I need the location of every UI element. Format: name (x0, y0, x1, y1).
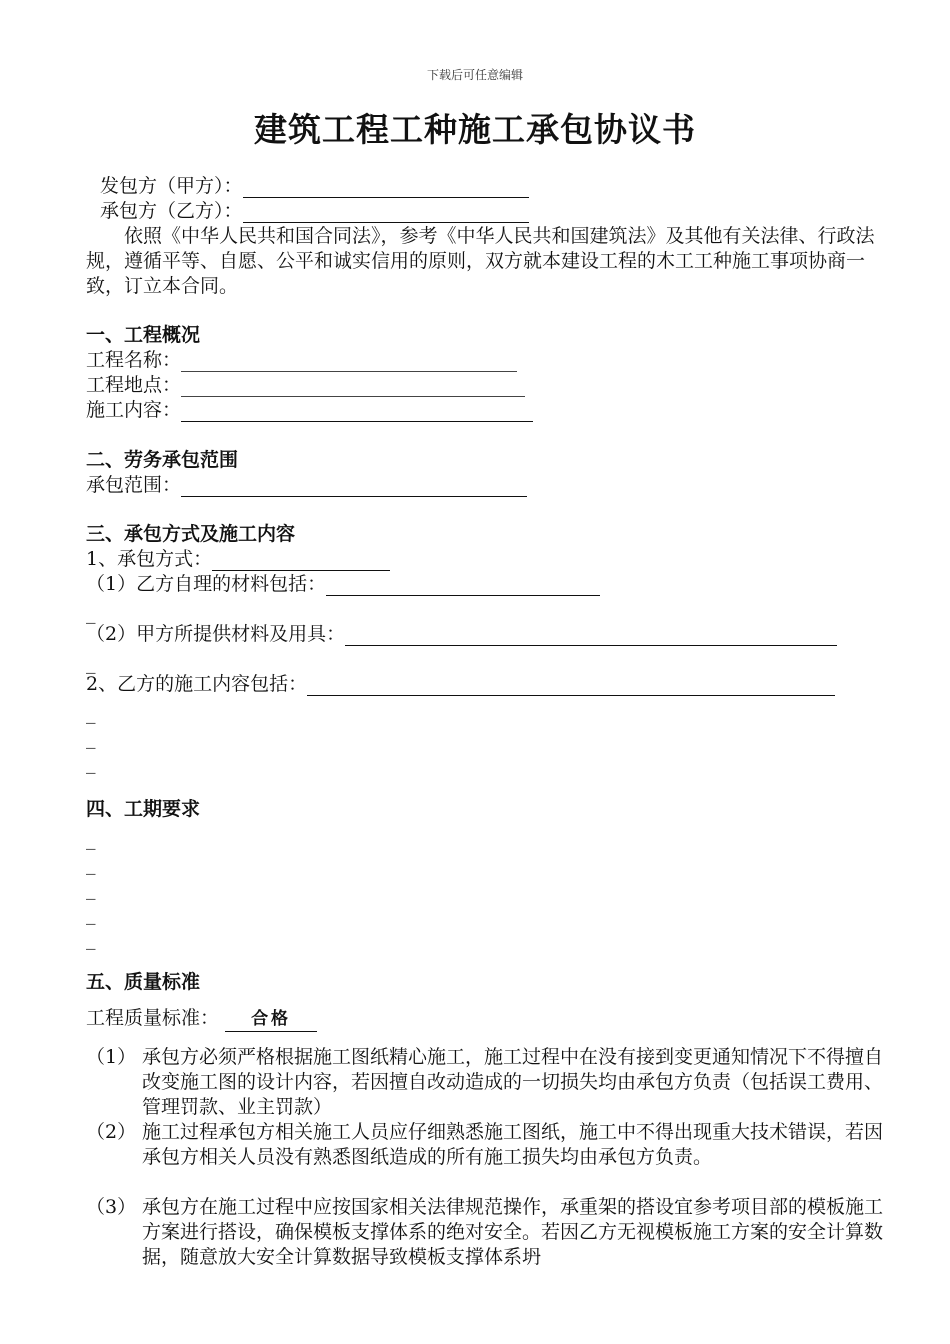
blank-line-mark: _ (86, 853, 96, 875)
project-location-label: 工程地点： (86, 374, 182, 396)
quality-standard-row (86, 1006, 317, 1032)
section2-heading: 二、劳务承包范围 (86, 449, 239, 471)
materials-b-label: （1）乙方自理的材料包括： (86, 573, 327, 595)
blank-line-mark: _ (86, 652, 96, 674)
blank-line-mark: _ (86, 727, 96, 749)
quality-item (86, 1120, 886, 1170)
project-location-field[interactable] (181, 376, 525, 397)
intro-paragraph: 依照《中华人民共和国合同法》，参考《中华人民共和国建筑法》及其他有关法律、行政法规，遵循平等、自愿、公平和诚实信用的原则，双方就本建设工程的木工工种施工事项协商一致，订立本合同。 (86, 225, 875, 297)
quality-item-number: （1） (86, 1046, 137, 1068)
party-b-label: 承包方（乙方）： (100, 200, 243, 222)
blank-line-mark: _ (86, 702, 96, 724)
section3-heading: 三、承包方式及施工内容 (86, 523, 296, 545)
content-b-label: 2、乙方的施工内容包括： (86, 673, 308, 695)
quality-standard-value[interactable]: 合格 (225, 1007, 317, 1032)
blank-line-mark: _ (86, 602, 96, 624)
method-row (86, 547, 390, 571)
materials-b-row (86, 572, 600, 596)
party-a-row (100, 174, 529, 198)
quality-item-number: （3） (86, 1196, 137, 1218)
section4-heading: 四、工期要求 (86, 798, 201, 820)
quality-item (86, 1195, 886, 1270)
party-a-label: 发包方（甲方）： (100, 175, 243, 197)
work-content-label: 施工内容： (86, 399, 182, 421)
quality-item-text: 施工过程承包方相关施工人员应仔细熟悉施工图纸，施工中不得出现重大技术错误，若因承包方相关人员没有熟悉图纸造成的所有施工损失均由承包方负责。 (142, 1121, 884, 1168)
materials-a-label: （2）甲方所提供材料及用具： (86, 623, 346, 645)
method-field[interactable] (212, 550, 390, 571)
party-b-row (100, 199, 529, 223)
work-content-row (86, 398, 533, 422)
scope-field[interactable] (181, 476, 527, 497)
project-name-row (86, 348, 517, 372)
blank-line-mark: _ (86, 752, 96, 774)
blank-line-mark: _ (86, 903, 96, 925)
project-name-field[interactable] (181, 351, 517, 372)
content-b-row (86, 672, 835, 696)
quality-item (86, 1045, 886, 1120)
header-note: 下载后可任意编辑 (426, 68, 523, 82)
quality-item-number: （2） (86, 1121, 137, 1143)
quality-item-text: 承包方在施工过程中应按国家相关法律规范操作，承重架的搭设宜参考项目部的模板施工方案进行搭设，确保模板支撑体系的绝对安全。若因乙方无视模板施工方案的安全计算数据，随意放大安全计算数据导致模板支撑体系坍 (142, 1196, 884, 1268)
project-location-row (86, 373, 525, 397)
section1-heading: 一、工程概况 (86, 324, 201, 346)
party-b-field[interactable] (243, 202, 529, 223)
document-title: 建筑工程工种施工承包协议书 (254, 110, 696, 149)
section5-heading: 五、质量标准 (86, 971, 201, 993)
blank-line-mark: _ (86, 878, 96, 900)
materials-a-row (86, 622, 837, 646)
party-a-field[interactable] (243, 177, 529, 198)
materials-b-field[interactable] (326, 575, 600, 596)
content-b-field[interactable] (307, 675, 835, 696)
scope-row (86, 473, 527, 497)
quality-standard-label: 工程质量标准： (86, 1007, 220, 1029)
method-label: 1、承包方式： (86, 548, 213, 570)
work-content-field[interactable] (181, 401, 533, 422)
project-name-label: 工程名称： (86, 349, 182, 371)
blank-line-mark: _ (86, 928, 96, 950)
blank-line-mark: _ (86, 828, 96, 850)
quality-item-text: 承包方必须严格根据施工图纸精心施工，施工过程中在没有接到变更通知情况下不得擅自改变施工图的设计内容，若因擅自改动造成的一切损失均由承包方负责（包括误工费用、管理罚款、业主罚款） (142, 1046, 884, 1118)
scope-label: 承包范围： (86, 474, 182, 496)
materials-a-field[interactable] (345, 625, 837, 646)
